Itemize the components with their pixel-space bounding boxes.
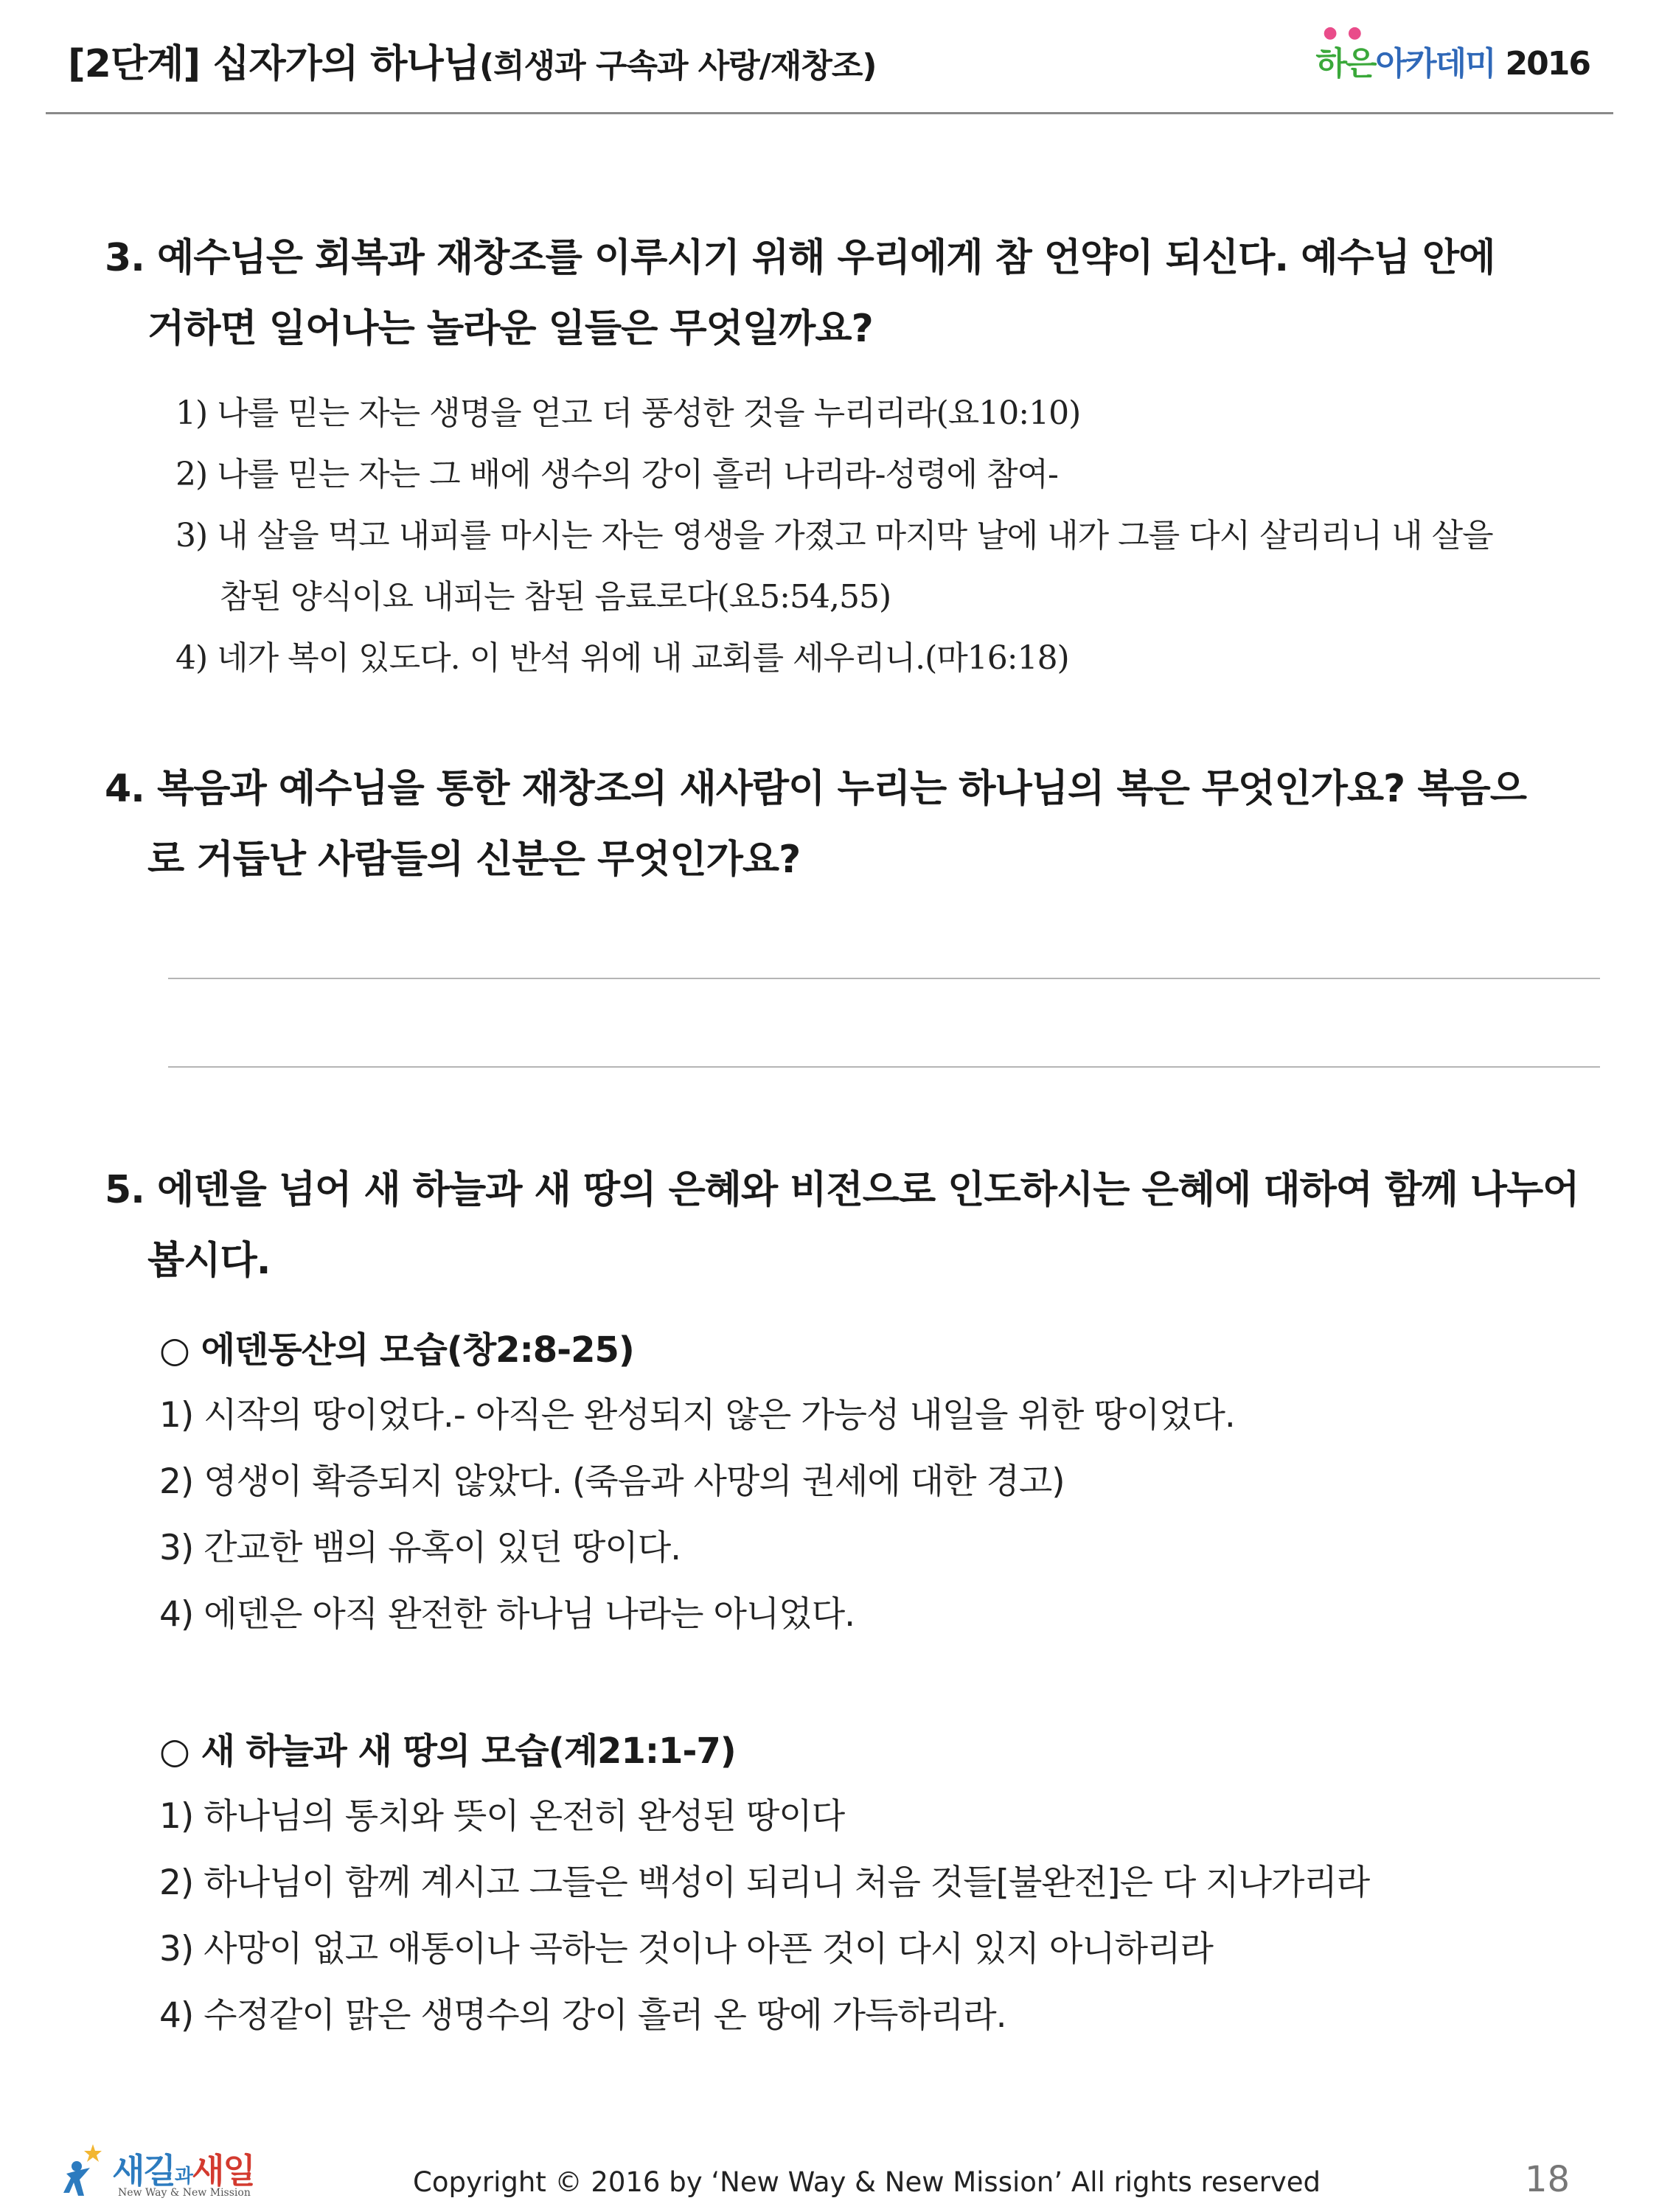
new-earth-item-2: 2) 하나님이 함께 계시고 그들은 백성이 되리니 처음 것들[불완전]은 다 지나가리라: [159, 1863, 1370, 1903]
brand-part2: 아카데미: [1375, 45, 1495, 83]
q3-item-3: 3) 내 살을 먹고 내피를 마시는 자는 영생을 가졌고 마지막 날에 내가 그를 다시 살리리니 내 살을: [175, 517, 1493, 554]
q3-item-3-cont: 참된 양식이요 내피는 참된 음료로다(요5:54,55): [220, 578, 891, 616]
eden-item-1: 1) 시작의 땅이었다.- 아직은 완성되지 않은 가능성 내일을 위한 땅이었다.: [159, 1395, 1235, 1436]
brand-year: 2016: [1505, 45, 1590, 83]
logo-part3: 새일: [192, 2151, 254, 2191]
person-star-icon: [60, 2141, 105, 2200]
question-4-line1: 4. 복음과 예수님을 통한 재창조의 새사람이 누리는 하나님의 복은 무엇인가요? 복음으: [105, 767, 1527, 811]
page-title: [68, 32, 876, 88]
page-number: 18: [1525, 2159, 1571, 2200]
copyright-notice: Copyright © 2016 by ‘New Way & New Mission’ All rights reserved: [413, 2166, 1321, 2198]
question-3-line1: 3. 예수님은 회복과 재창조를 이루시기 위해 우리에게 참 언약이 되신다. 예수님 안에: [105, 236, 1495, 280]
eden-heading: ○ 에덴동산의 모습(창2:8-25): [159, 1329, 634, 1371]
question-4-line2: 로 거듭난 사람들의 신분은 무엇인가요?: [147, 838, 801, 882]
question-5: [105, 1155, 1579, 1296]
question-4: [105, 754, 1526, 895]
new-earth-heading: ○ 새 하늘과 새 땅의 모습(계21:1-7): [159, 1731, 736, 1772]
logo-part2: 과: [174, 2166, 192, 2188]
brand-dots-icon: ●●: [1323, 24, 1372, 42]
page-title-subtitle: (희생과 구속과 사랑/재창조): [479, 47, 877, 85]
footer-logo-name: [112, 2144, 254, 2193]
footer-logo: [60, 2141, 274, 2212]
question-3-line2: 거하면 일어나는 놀라운 일들은 무엇일까요?: [147, 307, 873, 351]
eden-item-2: 2) 영생이 확증되지 않았다. (죽음과 사망의 권세에 대한 경고): [159, 1461, 1065, 1502]
logo-part1: 새길: [112, 2151, 175, 2191]
new-earth-item-4: 4) 수정같이 맑은 생명수의 강이 흘러 온 땅에 가득하리라.: [159, 1995, 1006, 2036]
question-5-line1: 5. 에덴을 넘어 새 하늘과 새 땅의 은혜와 비전으로 인도하시는 은혜에 대하여 함께 나누어: [105, 1168, 1579, 1212]
q3-item-1: 1) 나를 믿는 자는 생명을 얻고 더 풍성한 것을 누리리라(요10:10): [175, 394, 1081, 432]
brand-logo: [1315, 24, 1590, 84]
page-title-main: [2단계] 십자가의 하나님: [68, 42, 480, 86]
eden-item-3: 3) 간교한 뱀의 유혹이 있던 땅이다.: [159, 1528, 681, 1568]
q3-item-2: 2) 나를 믿는 자는 그 배에 생수의 강이 흘러 나리라-성령에 참여-: [175, 456, 1058, 493]
new-earth-item-3: 3) 사망이 없고 애통이나 곡하는 것이나 아픈 것이 다시 있지 아니하리라: [159, 1929, 1213, 1969]
eden-item-4: 4) 에덴은 아직 완전한 하나님 나라는 아니었다.: [159, 1594, 855, 1635]
new-earth-item-1: 1) 하나님의 통치와 뜻이 온전히 완성된 땅이다: [159, 1796, 845, 1837]
footer-logo-tagline: New Way & New Mission: [118, 2187, 251, 2199]
question-3: [105, 223, 1495, 364]
answer-line-1: [168, 978, 1600, 979]
answer-line-2: [168, 1066, 1600, 1068]
brand-part1: 하은: [1315, 45, 1376, 83]
q3-item-4: 4) 네가 복이 있도다. 이 반석 위에 내 교회를 세우리니.(마16:18): [175, 639, 1069, 677]
header-divider: [46, 112, 1613, 114]
question-5-line2: 봅시다.: [147, 1239, 271, 1283]
